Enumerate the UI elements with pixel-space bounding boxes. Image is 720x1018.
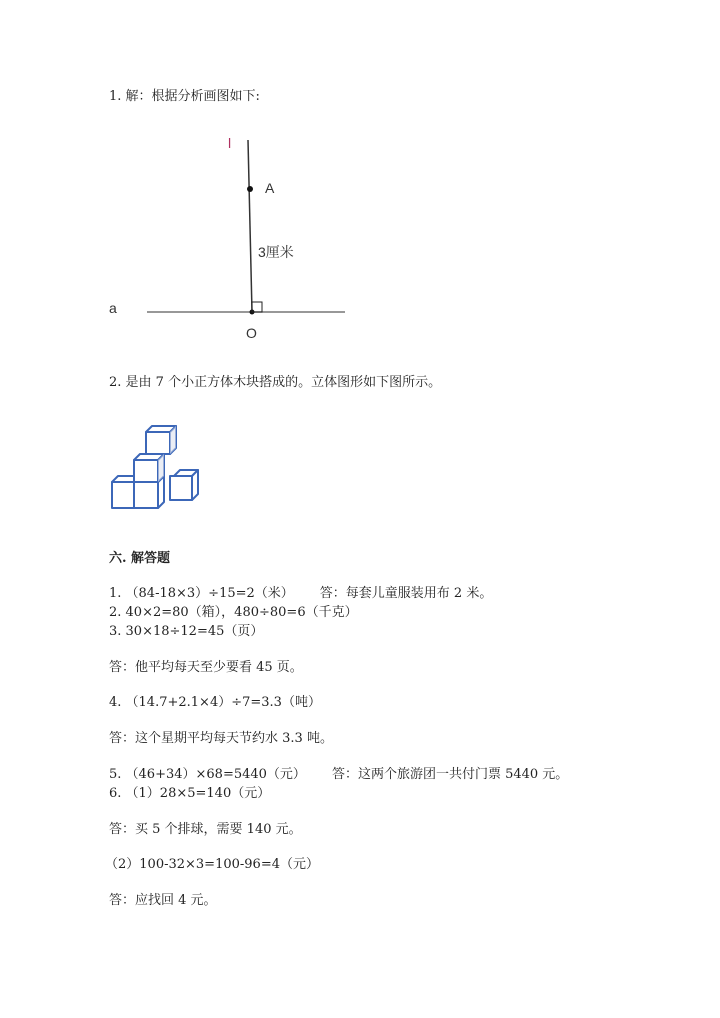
answer-line-11: 答：应找回 4 元。 <box>109 893 217 908</box>
line-l <box>248 140 252 312</box>
answer-line-5: 4. （14.7+2.1×4）÷7=3.3（吨） <box>109 695 321 710</box>
point-o-label: O <box>246 325 257 341</box>
answer-line-10: （2）100-32×3=100-96=4（元） <box>105 857 319 872</box>
calc-text: 1. （84-18×3）÷15=2（米） <box>109 586 294 601</box>
answer-line-8: 6. （1）28×5=140（元） <box>109 786 271 801</box>
answer-line-9: 答：买 5 个排球，需要 140 元。 <box>109 822 302 837</box>
cube-stack-figure <box>108 420 218 520</box>
line-a-label: a <box>109 300 117 316</box>
answer-line-2: 2. 40×2=80（箱），480÷80=6（千克） <box>109 605 358 620</box>
cube <box>170 470 198 500</box>
answer-line-1 <box>109 585 492 603</box>
answer-text: 答：这两个旅游团一共付门票 5440 元。 <box>331 767 569 782</box>
q2-line: 2. 是由 7 个小正方体木块搭成的。立体图形如下图所示。 <box>109 375 442 390</box>
point-a-label: A <box>265 180 275 196</box>
line-l-label: l <box>228 135 232 151</box>
answer-line-3: 3. 30×18÷12=45（页） <box>109 624 264 639</box>
section-heading: 六. 解答题 <box>109 551 171 566</box>
calc-text: 5. （46+34）×68=5440（元） <box>109 767 306 782</box>
answer-line-4: 答：他平均每天至少要看 45 页。 <box>109 660 303 675</box>
answer-text: 答：每套儿童服装用布 2 米。 <box>319 586 493 601</box>
answer-line-7 <box>109 766 568 784</box>
answer-line-6: 答：这个星期平均每天节约水 3.3 吨。 <box>109 731 333 746</box>
distance-label: 3厘米 <box>258 244 294 260</box>
q1-line: 1. 解：根据分析画图如下: <box>109 89 260 104</box>
point-a <box>247 186 253 192</box>
